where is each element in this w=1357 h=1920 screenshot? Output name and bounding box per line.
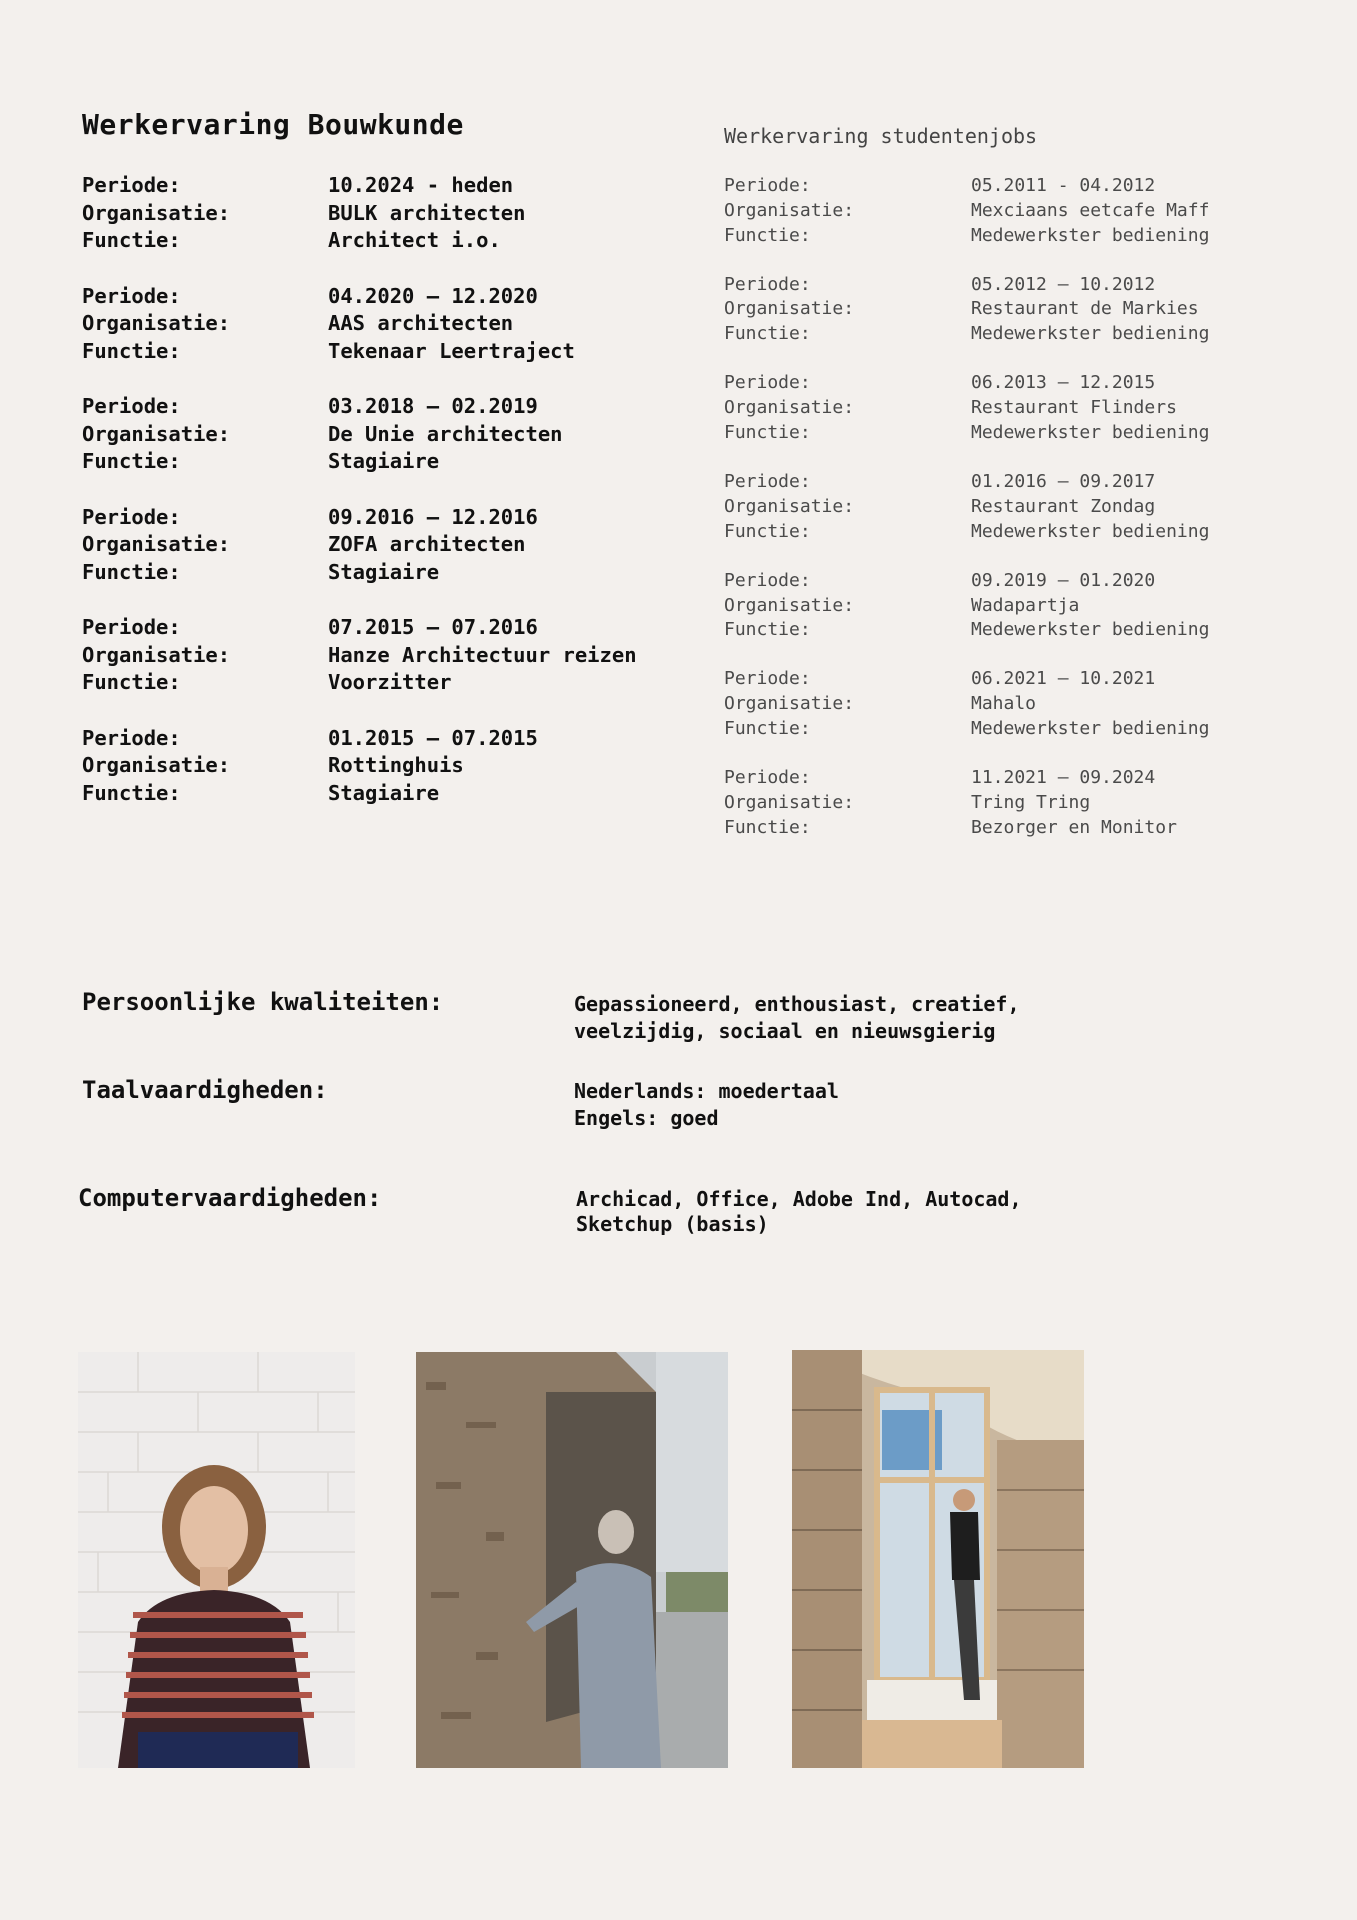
organisatie-label: Organisatie: bbox=[724, 693, 855, 715]
organisatie-value: Mahalo bbox=[971, 693, 1037, 715]
periode-value: 05.2012 — 10.2012 bbox=[971, 273, 1156, 295]
periode-label: Periode: bbox=[724, 569, 811, 591]
studentenjob bbox=[724, 174, 1324, 248]
interior-window-photo bbox=[792, 1350, 1084, 1768]
periode-value: 06.2013 — 12.2015 bbox=[971, 372, 1156, 394]
organisatie-label: Organisatie: bbox=[724, 495, 855, 517]
periode-value: 06.2021 — 10.2021 bbox=[971, 668, 1156, 690]
periode-label: Periode: bbox=[724, 668, 811, 690]
portrait-photo bbox=[78, 1352, 355, 1768]
studentenjob bbox=[724, 667, 1324, 741]
kwaliteiten-line: Gepassioneerd, enthousiast, creatief, bbox=[574, 992, 1020, 1016]
organisatie-label: Organisatie: bbox=[82, 642, 231, 667]
studentenjobs-title: Werkervaring studentenjobs bbox=[724, 124, 1038, 148]
periode-label: Periode: bbox=[82, 504, 181, 529]
kwaliteiten-label: Persoonlijke kwaliteiten: bbox=[82, 988, 444, 1016]
organisatie-value: Rottinghuis bbox=[328, 753, 464, 777]
organisatie-label: Organisatie: bbox=[82, 421, 231, 446]
periode-label: Periode: bbox=[724, 767, 811, 789]
studentenjob bbox=[724, 766, 1324, 840]
functie-value: Stagiaire bbox=[328, 559, 440, 584]
functie-label: Functie: bbox=[82, 338, 181, 363]
bouwkunde-job-list bbox=[82, 172, 702, 835]
taal-line: Nederlands: moedertaal bbox=[574, 1079, 839, 1103]
bouwkunde-job bbox=[82, 393, 702, 476]
functie-label: Functie: bbox=[724, 816, 811, 838]
functie-value: Medewerkster bediening bbox=[971, 421, 1210, 443]
periode-label: Periode: bbox=[724, 175, 811, 196]
periode-label: Periode: bbox=[82, 725, 181, 750]
functie-label: Functie: bbox=[82, 780, 181, 805]
organisatie-value: BULK architecten bbox=[328, 200, 526, 225]
organisatie-label: Organisatie: bbox=[724, 298, 855, 320]
periode-value: 11.2021 — 09.2024 bbox=[971, 767, 1156, 789]
studentenjob bbox=[724, 371, 1324, 445]
functie-label: Functie: bbox=[724, 323, 811, 345]
periode-label: Periode: bbox=[82, 615, 181, 639]
studentenjob bbox=[724, 569, 1324, 643]
functie-value: Medewerkster bediening bbox=[971, 224, 1210, 246]
functie-value: Medewerkster bediening bbox=[971, 323, 1210, 345]
periode-value: 01.2016 — 09.2017 bbox=[971, 471, 1156, 493]
functie-value: Medewerkster bediening bbox=[971, 619, 1210, 641]
bouwkunde-job bbox=[82, 283, 702, 366]
functie-value: Stagiaire bbox=[328, 449, 440, 473]
functie-value: Voorzitter bbox=[328, 670, 452, 694]
computer-line: Archicad, Office, Adobe Ind, Autocad, bbox=[576, 1187, 1022, 1211]
taal-label: Taalvaardigheden: bbox=[82, 1076, 328, 1104]
organisatie-value: ZOFA architecten bbox=[328, 532, 526, 556]
periode-label: Periode: bbox=[724, 273, 811, 295]
organisatie-label: Organisatie: bbox=[82, 311, 231, 335]
organisatie-value: Restaurant Flinders bbox=[971, 397, 1177, 419]
periode-value: 07.2015 — 07.2016 bbox=[328, 615, 538, 639]
organisatie-value: Hanze Architectuur reizen bbox=[328, 642, 637, 667]
organisatie-label: Organisatie: bbox=[724, 791, 855, 813]
functie-value: Stagiaire bbox=[328, 780, 440, 805]
functie-value: Bezorger en Monitor bbox=[971, 816, 1177, 838]
functie-value: Medewerkster bediening bbox=[971, 718, 1210, 740]
kwaliteiten-line: veelzijdig, sociaal en nieuwsgierig bbox=[574, 1019, 996, 1043]
periode-value: 04.2020 — 12.2020 bbox=[328, 283, 538, 308]
functie-value: Medewerkster bediening bbox=[971, 520, 1210, 542]
organisatie-value: Tring Tring bbox=[971, 791, 1091, 813]
studentenjobs-job-list bbox=[724, 174, 1324, 865]
functie-label: Functie: bbox=[724, 421, 811, 443]
organisatie-label: Organisatie: bbox=[724, 397, 855, 419]
studentenjob bbox=[724, 273, 1324, 347]
functie-label: Functie: bbox=[82, 559, 181, 584]
organisatie-label: Organisatie: bbox=[82, 753, 231, 777]
periode-value: 09.2016 — 12.2016 bbox=[328, 504, 538, 529]
kwaliteiten-value bbox=[574, 991, 1020, 1045]
functie-label: Functie: bbox=[82, 670, 181, 694]
organisatie-label: Organisatie: bbox=[82, 532, 231, 556]
functie-label: Functie: bbox=[724, 520, 811, 542]
periode-value: 03.2018 — 02.2019 bbox=[328, 394, 538, 418]
periode-label: Periode: bbox=[724, 372, 811, 394]
bouwkunde-job bbox=[82, 614, 702, 697]
bouwkunde-job bbox=[82, 172, 702, 255]
organisatie-value: Restaurant de Markies bbox=[971, 298, 1199, 320]
functie-label: Functie: bbox=[82, 449, 181, 473]
periode-value: 01.2015 — 07.2015 bbox=[328, 725, 538, 750]
concrete-wall-photo bbox=[416, 1352, 728, 1768]
organisatie-label: Organisatie: bbox=[82, 200, 231, 225]
periode-label: Periode: bbox=[82, 394, 181, 418]
taal-value bbox=[574, 1078, 839, 1132]
organisatie-label: Organisatie: bbox=[724, 594, 855, 616]
periode-label: Periode: bbox=[82, 173, 181, 197]
organisatie-value: Mexciaans eetcafe Maff bbox=[971, 199, 1210, 221]
studentenjob bbox=[724, 470, 1324, 544]
functie-label: Functie: bbox=[82, 228, 181, 252]
functie-label: Functie: bbox=[724, 619, 811, 641]
periode-value: 05.2011 - 04.2012 bbox=[971, 175, 1156, 196]
bouwkunde-job bbox=[82, 504, 702, 587]
bouwkunde-title: Werkervaring Bouwkunde bbox=[82, 108, 464, 141]
computer-label: Computervaardigheden: bbox=[78, 1184, 382, 1212]
periode-value: 09.2019 — 01.2020 bbox=[971, 569, 1156, 591]
organisatie-value: De Unie architecten bbox=[328, 421, 563, 446]
periode-value: 10.2024 - heden bbox=[328, 173, 514, 197]
computer-value bbox=[576, 1187, 1022, 1237]
functie-value: Tekenaar Leertraject bbox=[328, 338, 575, 363]
functie-value: Architect i.o. bbox=[328, 228, 501, 252]
taal-line: Engels: goed bbox=[574, 1106, 719, 1130]
computer-line: Sketchup (basis) bbox=[576, 1212, 769, 1236]
periode-label: Periode: bbox=[724, 471, 811, 493]
functie-label: Functie: bbox=[724, 718, 811, 740]
periode-label: Periode: bbox=[82, 283, 181, 308]
organisatie-value: AAS architecten bbox=[328, 311, 514, 335]
organisatie-label: Organisatie: bbox=[724, 199, 855, 221]
functie-label: Functie: bbox=[724, 224, 811, 246]
organisatie-value: Restaurant Zondag bbox=[971, 495, 1156, 517]
bouwkunde-job bbox=[82, 725, 702, 808]
organisatie-value: Wadapartja bbox=[971, 594, 1080, 616]
